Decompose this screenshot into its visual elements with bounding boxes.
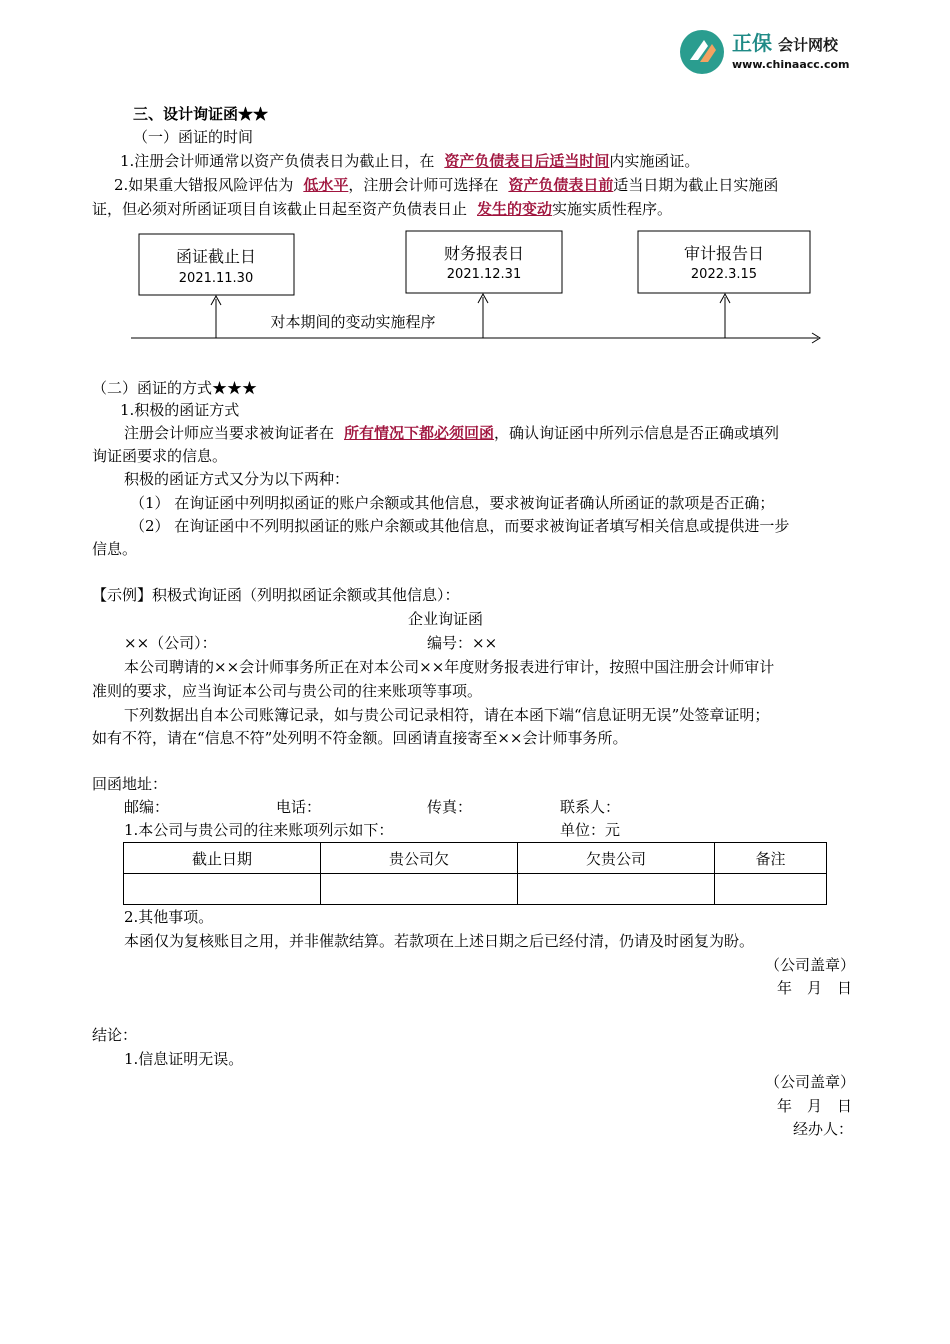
table-cell (518, 874, 715, 905)
table-cell (321, 874, 518, 905)
letter-addressee: ××（公司）： (124, 634, 217, 652)
timeline-box-1-title: 函证截止日 (175, 247, 257, 266)
timing-item-2-line-2-text: 证，但必须对所函证项目自该截止日起至资产负债表日止 (92, 200, 468, 218)
letter-body-1-line-2: 准则的要求，应当询证本公司与贵公司的往来账项等事项。 (92, 682, 483, 700)
conclusion-seal: （公司盖章） (765, 1073, 856, 1091)
unit-label: 单位：元 (560, 821, 621, 839)
timeline-box-1-date: 2021.11.30 (178, 271, 254, 286)
letter-ref-no: 编号：×× (427, 634, 498, 652)
methods-option-1: （1） 在询证函中列明拟函证的账户余额或其他信息，要求被询证者确认所函证的款项是否正确； (130, 494, 775, 512)
timing-item-2-emphasis-1: 低水平 (303, 176, 349, 194)
reply-address-label: 回函地址： (92, 775, 168, 793)
letter-body-2-line-2: 如有不符，请在“信息不符”处列明不符金额。回函请直接寄至××会计师事务所。 (92, 729, 628, 747)
table-header-cell: 欠贵公司 (518, 843, 715, 874)
conclusion-label: 结论： (92, 1026, 138, 1044)
letter-body-2: 下列数据出自本公司账簿记录，如与贵公司记录相符，请在本函下端“信息证明无误”处签章证明； (124, 706, 770, 724)
letter-title: 企业询证函 (408, 610, 484, 628)
letter-seal: （公司盖章） (765, 956, 856, 974)
timing-item-1 (120, 151, 699, 171)
conclusion-item-1: 1.信息证明无误。 (124, 1050, 244, 1068)
methods-option-2-line-2: 信息。 (92, 540, 138, 558)
timing-heading: （一）函证的时间 (133, 128, 254, 146)
timeline-box-2-date: 2021.12.31 (446, 267, 522, 282)
methods-para-1-emphasis: 所有情况下都必须回函 (344, 424, 495, 442)
timeline-box-3-date: 2022.3.15 (690, 267, 758, 282)
conclusion-date: 年 月 日 (777, 1097, 853, 1115)
timeline-box-3-title: 审计报告日 (683, 244, 765, 263)
table-header-cell: 备注 (715, 843, 827, 874)
timing-item-2-text: 2.如果重大错报风险评估为 (114, 176, 294, 194)
conclusion-handler: 经办人： (793, 1120, 854, 1138)
timeline-box-2-title: 财务报表日 (443, 244, 525, 263)
timing-item-2-line-2 (92, 199, 672, 219)
letter-body-1: 本公司聘请的××会计师事务所正在对本公司××年度财务报表进行审计，按照中国注册会计师审计 (124, 658, 775, 676)
timing-item-2-emphasis-3: 发生的变动 (477, 200, 553, 218)
timing-item-2-emphasis-2: 资产负债表日前 (508, 176, 614, 194)
methods-option-2: （2） 在询证函中不列明拟函证的账户余额或其他信息，而要求被询证者填写相关信息或提供进一步 (130, 517, 790, 535)
letter-note: 本函仅为复核账目之用，并非催款结算。若款项在上述日期之后已经付清，仍请及时函复为盼。 (124, 932, 755, 950)
fax-label: 传真： (427, 798, 473, 816)
contact-label: 联系人： (560, 798, 621, 816)
timing-item-2 (114, 175, 778, 195)
methods-heading: （二）函证的方式★★★ (92, 379, 258, 397)
table-cell (715, 874, 827, 905)
timing-item-1-emphasis: 资产负债表日后适当时间 (444, 152, 610, 170)
timing-item-1-suffix: 内实施函证。 (609, 152, 700, 170)
table-header-cell: 贵公司欠 (321, 843, 518, 874)
phone-label: 电话： (276, 798, 322, 816)
letter-date: 年 月 日 (777, 979, 853, 997)
logo-emblem-icon (678, 28, 726, 76)
logo-name: 正保 (732, 31, 772, 55)
methods-para-1 (124, 423, 779, 443)
table-cell (124, 874, 321, 905)
table-header-cell: 截止日期 (124, 843, 321, 874)
methods-para-2: 积极的函证方式又分为以下两种： (124, 470, 350, 488)
logo-url: www.chinaacc.com (732, 58, 850, 71)
logo-subname: 会计网校 (778, 36, 839, 54)
timeline-caption: 对本期间的变动实施程序 (270, 313, 436, 331)
section-title: 三、设计询证函★★ (133, 105, 269, 123)
methods-para-1-text: 注册会计师应当要求被询证者在 (124, 424, 335, 442)
timing-item-2-line-2-suffix: 实施实质性程序。 (552, 200, 673, 218)
other-matters: 2.其他事项。 (124, 908, 214, 926)
methods-para-1-line-2: 询证函要求的信息。 (92, 447, 228, 465)
timing-item-2-text-3: 适当日期为截止日实施函 (613, 176, 779, 194)
logo (678, 28, 868, 78)
timing-item-1-text: 1.注册会计师通常以资产负债表日为截止日，在 (120, 152, 435, 170)
table-header-row (124, 843, 827, 874)
timing-item-2-text-2: ，注册会计师可选择在 (348, 176, 499, 194)
postcode-label: 邮编： (124, 798, 170, 816)
accounts-table (123, 842, 827, 905)
methods-sub-1: 1.积极的函证方式 (120, 401, 240, 419)
timeline-diagram (0, 225, 950, 355)
accounts-intro: 1.本公司与贵公司的往来账项列示如下： (124, 821, 394, 839)
methods-para-1-suffix: ，确认询证函中所列示信息是否正确或填列 (494, 424, 780, 442)
table-row (124, 874, 827, 905)
example-label: 【示例】积极式询证函（列明拟函证余额或其他信息）： (92, 586, 460, 604)
